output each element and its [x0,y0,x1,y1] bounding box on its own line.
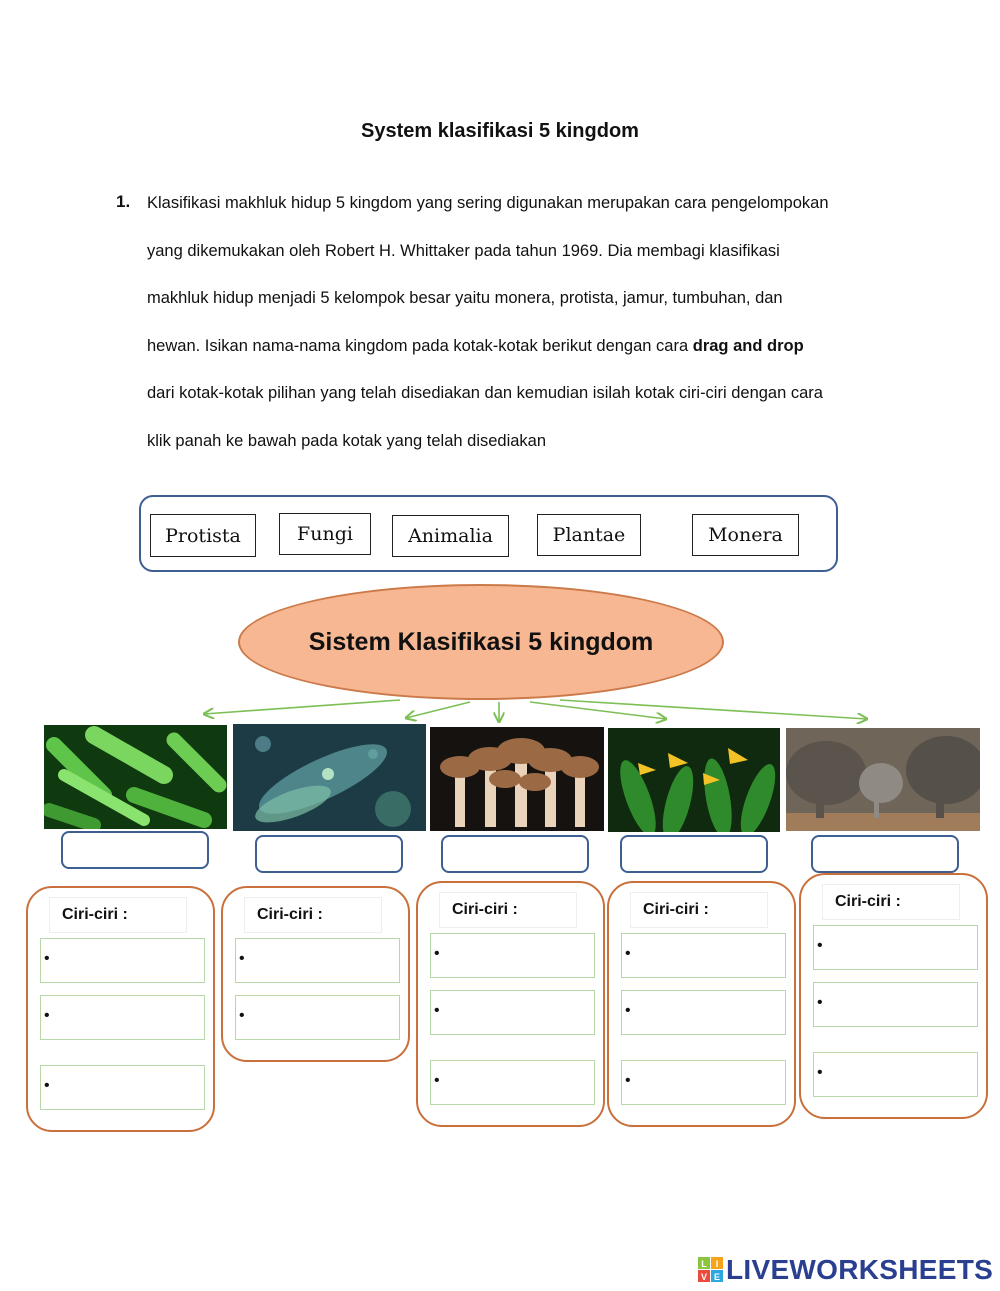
bullet: • [817,1064,823,1081]
logo-letter: I [715,1259,719,1269]
page-title: System klasifikasi 5 kingdom [361,120,639,142]
traits-label: Ciri-ciri : [823,885,959,919]
bullet: • [625,945,631,962]
traits-label: Ciri-ciri : [440,893,576,927]
arrow-to-protista [406,702,470,718]
trait-field[interactable] [813,925,978,970]
choice-animalia[interactable]: Animalia [392,515,509,557]
trait-field[interactable] [235,995,400,1040]
trait-field[interactable] [430,990,595,1035]
traits-card-2 [221,886,410,1062]
arrow-to-monera [204,700,400,714]
kingdom-drop-box-5[interactable] [811,835,959,873]
logo-letter: V [700,1272,708,1282]
trait-field[interactable] [40,995,205,1040]
choice-protista[interactable]: Protista [150,514,256,557]
choice-fungi[interactable]: Fungi [279,513,371,555]
question-line: makhluk hidup menjadi 5 kelompok besar yaitu monera, protista, jamur, tumbuhan, dan [147,289,783,307]
logo-letter: E [713,1272,721,1282]
bullet: • [434,945,440,962]
question-line: dari kotak-kotak pilihan yang telah disediakan dan kemudian isilah kotak ciri-ciri dengan cara [147,384,823,402]
traits-card-4 [607,881,796,1127]
elephant-graphic [786,728,980,831]
elephant-image [786,728,980,831]
traits-card-5 [799,873,988,1119]
trait-field[interactable] [235,938,400,983]
trait-field[interactable] [813,982,978,1027]
traits-label: Ciri-ciri : [50,898,186,932]
bullet: • [434,1072,440,1089]
kingdom-drop-box-1[interactable] [61,831,209,869]
question-text: hewan. Isikan nama-nama kingdom pada kotak-kotak berikut dengan cara [147,337,693,355]
question-bold-text: drag and drop [692,337,804,355]
plant-graphic [608,728,780,832]
mushroom-image [430,727,604,831]
question-line: yang dikemukakan oleh Robert H. Whittaker pada tahun 1969. Dia membagi klasifikasi [147,242,780,260]
liveworksheets-logo [698,1255,993,1285]
traits-label: Ciri-ciri : [631,893,767,927]
bullet: • [44,950,50,967]
logo-icon [698,1257,724,1283]
bullet: • [44,1007,50,1024]
trait-field[interactable] [430,933,595,978]
bullet: • [625,1072,631,1089]
bacteria-image [44,725,227,829]
trait-field[interactable] [430,1060,595,1105]
question-number: 1. [116,192,131,211]
trait-field[interactable] [621,933,786,978]
kingdom-drop-box-4[interactable] [620,835,768,873]
question-line: klik panah ke bawah pada kotak yang telah disediakan [147,432,547,450]
bullet: • [817,937,823,954]
diagram-title: Sistem Klasifikasi 5 kingdom [308,627,654,656]
trait-field[interactable] [40,1065,205,1110]
traits-label: Ciri-ciri : [245,898,381,932]
bullet: • [625,1002,631,1019]
choice-monera[interactable]: Monera [692,514,799,556]
question-line: Klasifikasi makhluk hidup 5 kingdom yang sering digunakan merupakan cara pengelompokan [147,194,829,212]
choice-plantae[interactable]: Plantae [537,514,641,556]
trait-field[interactable] [813,1052,978,1097]
kingdom-drop-box-3[interactable] [441,835,589,873]
bacteria-graphic [44,725,227,829]
bullet: • [44,1077,50,1094]
protist-graphic [233,724,426,831]
traits-card-3 [416,881,605,1127]
mushroom-graphic [430,727,604,831]
logo-letter: L [701,1259,707,1269]
plant-image [608,728,780,832]
protist-image [233,724,426,831]
bullet: • [239,1007,245,1024]
bullet: • [817,994,823,1011]
bullet: • [239,950,245,967]
traits-card-1 [26,886,215,1132]
logo-text: LIVEWORKSHEETS [726,1254,994,1285]
bullet: • [434,1002,440,1019]
trait-field[interactable] [621,1060,786,1105]
arrow-to-animalia [560,700,867,719]
trait-field[interactable] [40,938,205,983]
trait-field[interactable] [621,990,786,1035]
kingdom-drop-box-2[interactable] [255,835,403,873]
